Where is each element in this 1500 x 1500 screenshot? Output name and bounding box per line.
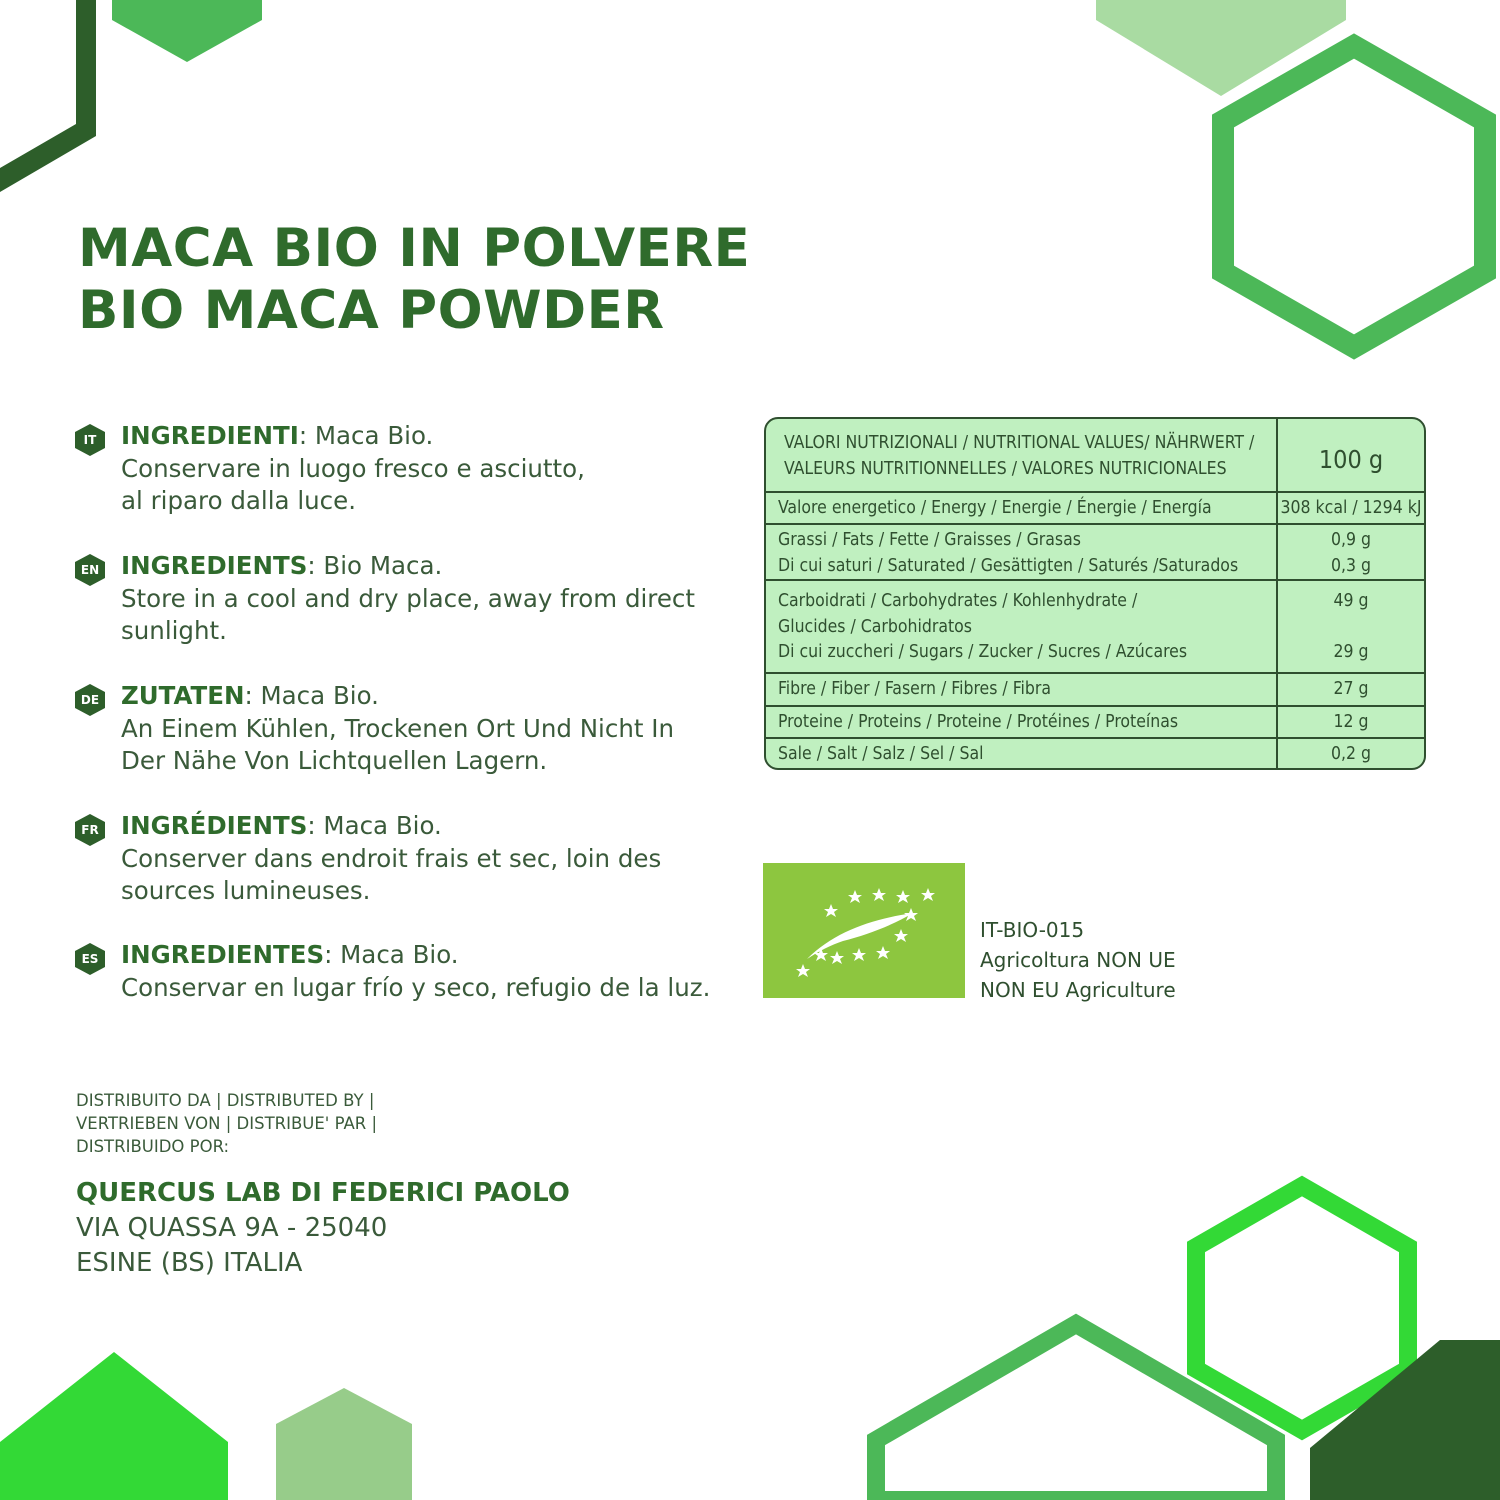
- lang-badge-fr: FR: [75, 814, 105, 846]
- certification-origin-it: Agricoltura NON UE: [980, 948, 1176, 972]
- nutrition-table: [764, 417, 1426, 770]
- ingredients-en: [75, 550, 735, 648]
- product-title: [78, 218, 750, 342]
- nutrition-header-label: VALORI NUTRIZIONALI / NUTRITIONAL VALUES/ NÄHRWERT / VALEURS NUTRITIONNELLES / VALORES NUTRICIONALES: [784, 433, 1255, 479]
- ingredients-fr: [75, 810, 735, 908]
- ingredients-de: [75, 680, 735, 778]
- ingredients-label: INGREDIENTES: [121, 940, 325, 969]
- nutrient-label: Valore energetico / Energy / Energie / Énergie / Energía: [778, 498, 1212, 518]
- ingredients-value: : Maca Bio.: [324, 940, 459, 969]
- nutrient-value: 0,9 g 0,3 g: [1276, 525, 1424, 581]
- storage-text: Conservare in luogo fresco e asciutto, al riparo dalla luce.: [121, 453, 585, 515]
- ingredients-label: INGREDIENTI: [121, 421, 299, 450]
- nutrition-header-row: [766, 419, 1424, 491]
- nutrition-row-fats: [766, 523, 1424, 581]
- hex-top-left: [112, 0, 262, 62]
- product-title-en: BIO MACA POWDER: [78, 280, 665, 341]
- ingredients-label: INGRÉDIENTS: [121, 811, 308, 840]
- storage-text: Conservar en lugar frío y seco, refugio de la luz.: [121, 972, 711, 1002]
- hex-corner-top-left: [0, 0, 96, 192]
- nutrient-label: Proteine / Proteins / Proteine / Protéines / Proteínas: [778, 712, 1179, 732]
- nutrient-value: 0,2 g: [1276, 739, 1424, 770]
- lang-badge-de: DE: [75, 684, 105, 716]
- nutrition-row-protein: [766, 705, 1424, 739]
- ingredients-value: : Maca Bio.: [244, 681, 379, 710]
- eu-organic-leaf-icon: [763, 863, 965, 998]
- distributor-name: QUERCUS LAB DI FEDERICI PAOLO: [76, 1178, 570, 1208]
- nutrient-value: 27 g: [1276, 674, 1424, 707]
- nutrient-value: 49 g 29 g: [1276, 581, 1424, 674]
- product-title-it: MACA BIO IN POLVERE: [78, 218, 751, 279]
- distributor-address: [76, 1176, 570, 1281]
- ingredients-es: [75, 939, 735, 1004]
- distributor-heading: DISTRIBUITO DA | DISTRIBUTED BY | VERTRIEBEN VON | DISTRIBUE' PAR | DISTRIBUIDO POR:: [76, 1091, 378, 1156]
- ingredients-label: ZUTATEN: [121, 681, 245, 710]
- nutrition-row-energy: [766, 491, 1424, 525]
- storage-text: Store in a cool and dry place, away from direct sunlight.: [121, 583, 695, 645]
- ingredients-it: [75, 420, 735, 518]
- ingredients-value: : Bio Maca.: [307, 551, 443, 580]
- lang-badge-es: ES: [75, 943, 105, 975]
- nutrient-label: Fibre / Fiber / Fasern / Fibres / Fibra: [778, 679, 1052, 699]
- distributor-street: VIA QUASSA 9A - 25040: [76, 1213, 388, 1243]
- nutrient-label: Grassi / Fats / Fette / Graisses / Grasas Di cui saturi / Saturated / Gesättigten / Saturés /Saturados: [778, 530, 1239, 576]
- hex-bottom-left-light: [276, 1388, 412, 1500]
- certification-text: [980, 915, 1176, 1005]
- storage-text: Conserver dans endroit frais et sec, loin des sources lumineuses.: [121, 843, 662, 905]
- nutrition-header-value: 100 g: [1276, 419, 1424, 491]
- nutrient-label: Carboidrati / Carbohydrates / Kohlenhydrate / Glucides / Carbohidratos Di cui zuccheri / Sugars / Zucker / Sucres / Azúcares: [778, 591, 1188, 662]
- nutrition-row-fibre: [766, 672, 1424, 707]
- distributor-city: ESINE (BS) ITALIA: [76, 1248, 303, 1278]
- certification-origin-en: NON EU Agriculture: [980, 978, 1176, 1002]
- certification-code: IT-BIO-015: [980, 918, 1085, 942]
- nutrient-value: 308 kcal / 1294 kJ: [1276, 493, 1424, 525]
- hex-bottom-left: [0, 1352, 228, 1500]
- ingredients-label: INGREDIENTS: [121, 551, 308, 580]
- hex-outline-bottom-center: [876, 1324, 1276, 1500]
- storage-text: An Einem Kühlen, Trockenen Ort Und Nicht In Der Nähe Von Lichtquellen Lagern.: [121, 713, 674, 775]
- lang-badge-en: EN: [75, 554, 105, 586]
- lang-badge-it: IT: [75, 424, 105, 456]
- nutrition-row-salt: [766, 737, 1424, 770]
- ingredients-value: : Maca Bio.: [298, 421, 434, 450]
- hex-outline-top-right: [1223, 46, 1485, 347]
- nutrient-value: 12 g: [1276, 707, 1424, 739]
- nutrition-row-carbohydrates: [766, 579, 1424, 674]
- ingredients-value: : Maca Bio.: [307, 811, 442, 840]
- nutrient-label: Sale / Salt / Salz / Sel / Sal: [778, 744, 984, 764]
